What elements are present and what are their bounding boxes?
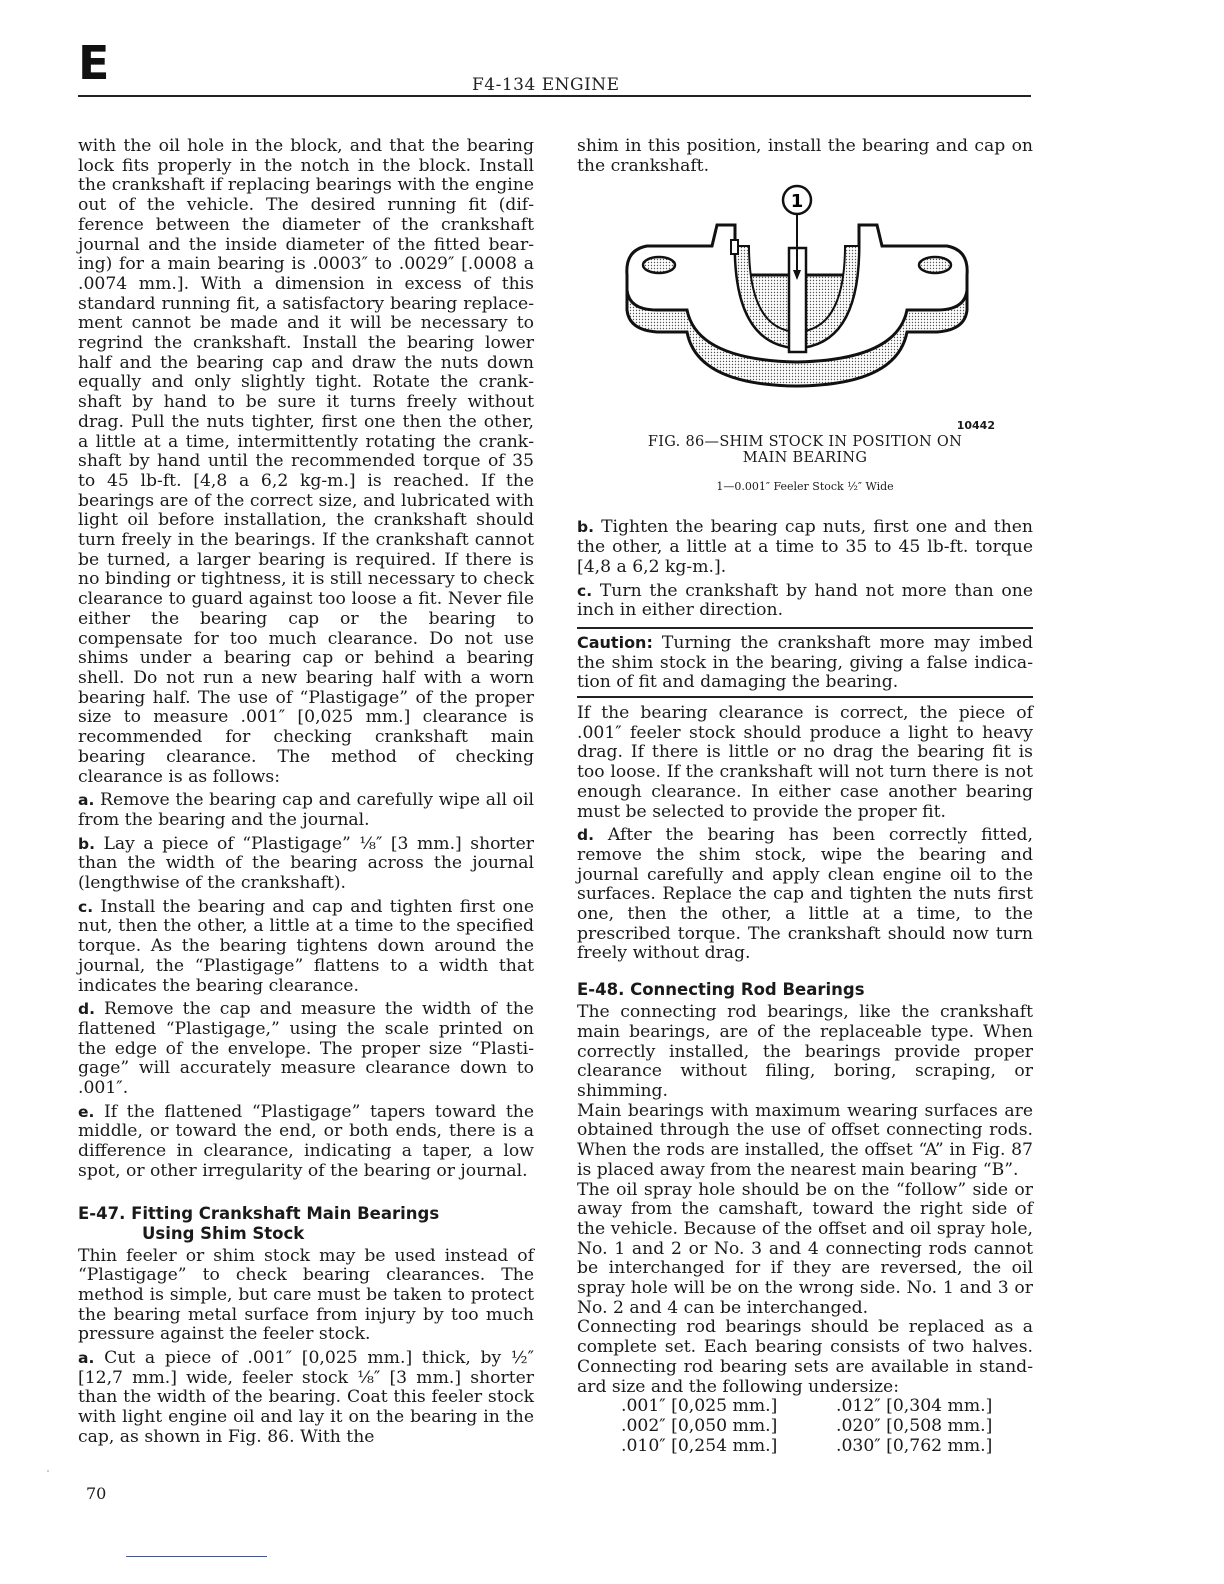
left-column: [78, 137, 534, 1452]
running-title: F4-134 ENGINE: [472, 75, 620, 95]
page-number: 70: [86, 1484, 107, 1503]
section-title-line2: Using Shim Stock: [142, 1223, 305, 1243]
e48-paragraph-2: Main bearings with maximum wearing surfaces are obtained through the use of offset connecting rods. When the rods are installed, the offset “A” in Fig. 87 is placed away from the nearest main bearing “B”.: [577, 1100, 1033, 1180]
section-number: E-48.: [577, 980, 625, 1000]
e48-paragraph-1: The connecting rod bearings, like the crankshaft main bearings, are of the replaceable type. When correctly installed, the bearings provide proper clearance without filing, boring, scraping, or shimming.: [577, 1002, 1033, 1101]
undersize-value: .002″ [0,050 mm.]: [621, 1415, 778, 1436]
e48-paragraph-4: Connecting rod bearings should be replaced as a complete set. Each bearing consists of two halves. Connecting rod bearing sets are available in standard size and the following undersize:: [577, 1317, 1033, 1397]
step-text: After the bearing has been correctly fitted, remove the shim stock, wipe the bearing and journal carefully and apply clean engine oil to the surfaces. Replace the cap and tighten the nuts first one, then the other, a little at a time, to the prescribed torque. The crankshaft should now turn freely without drag.: [577, 825, 1033, 964]
step-letter: c.: [78, 897, 94, 916]
undersize-value: .020″ [0,508 mm.]: [836, 1415, 993, 1436]
figure-86: [577, 180, 1033, 498]
step-c-shim: [577, 582, 1033, 621]
figure-id: 10442: [956, 419, 995, 433]
step-d: [78, 1000, 534, 1099]
undersize-value: .030″ [0,762 mm.]: [836, 1435, 993, 1456]
step-text: Lay a piece of “Plastigage” ⅛″ [3 mm.] shorter than the width of the bearing across the journal (lengthwise of the crankshaft).: [78, 833, 534, 894]
figure-legend: 1—0.001″ Feeler Stock ½″ Wide: [716, 480, 894, 494]
e47-intro: Thin feeler or shim stock may be used instead of “Plastigage” to check bearing clearances. The method is simple, but care must be taken to protect the bearing metal surface from injury by too much pressure against the feeler stock.: [78, 1245, 534, 1345]
step-letter: d.: [78, 1000, 95, 1019]
section-heading-e48: [577, 980, 1033, 1000]
intro-paragraph: with the oil hole in the block, and that the bearing lock fits properly in the notch in the block. Install the crankshaft if replacing bearings with the engine out of the vehicle. The desired running fit (difference between the diameter of the crankshaft journal and the inside diameter of the fitted bearing) for a main bearing is .0003″ to .0029″ [.0008 a .0074 mm.]. With a dimension in excess of this standard running fit, a satisfactory bearing replacement cannot be made and it will be necessary to regrind the crankshaft. Install the bearing lower half and the bearing cap and draw the nuts down equally and only slightly tight. Rotate the crankshaft by hand to be sure it turns freely without drag. Pull the nuts tighter, first one then the other, a little at a time, intermittently rotating the crankshaft by hand until the recommended torque of 35 to 45 lb-ft. [4,8 a 6,2 kg-m.] is reached. If the bearings are of the correct size, and lubricated with light oil before installation, the crankshaft should turn freely in the bearings. If the crankshaft cannot be turned, a larger bearing is required. If there is no binding or tightness, it is still necessary to check clearance to guard against too loose a fit. Never file either the bearing cap or the bearing to compensate for too much clearance. Do not use shims under a bearing cap or behind a bearing shell. Do not run a new bearing half with a worn bearing half. The use of “Plastigage” of the proper size to measure .001″ [0,025 mm.] clearance is recommended for checking crankshaft main bearing clearance. The method of checking clearance is as follows:: [78, 136, 534, 787]
figure-caption: [577, 434, 1033, 466]
header-rule: [78, 95, 1031, 97]
e47-step-a: [78, 1349, 534, 1448]
section-title: Connecting Rod Bearings: [630, 980, 865, 1000]
step-letter: d.: [577, 826, 594, 845]
scan-speck: [47, 1470, 49, 1472]
undersize-value: .010″ [0,254 mm.]: [621, 1435, 778, 1456]
figure-callout: 1: [790, 191, 804, 213]
undersize-table: [621, 1397, 1033, 1456]
step-e: [78, 1103, 534, 1182]
footer-rule: [126, 1556, 267, 1557]
section-title-line1: Fitting Crankshaft Main Bearings: [131, 1203, 440, 1223]
step-d-shim: [577, 826, 1033, 964]
caution-label: Caution:: [577, 632, 653, 652]
step-text: If the flattened “Plastigage” tapers toward the middle, or toward the end, or both ends, there is a difference in clearance, indicating a taper, a low spot, or other irregularity of the bearing or journal.: [78, 1101, 534, 1181]
step-c: [78, 898, 534, 997]
section-letter: E: [78, 36, 110, 90]
undersize-value: .012″ [0,304 mm.]: [836, 1396, 993, 1417]
step-letter: b.: [577, 518, 594, 537]
step-letter: a.: [78, 791, 95, 810]
step-letter: c.: [577, 581, 593, 600]
step-letter: a.: [78, 1349, 95, 1368]
clearance-paragraph: If the bearing clearance is correct, the piece of .001″ feeler stock should produce a light to heavy drag. If there is little or no drag the bearing fit is too loose. If the crankshaft will not turn there is not enough clearance. In either case another bearing must be selected to provide the proper fit.: [577, 703, 1033, 822]
undersize-value: .001″ [0,025 mm.]: [621, 1396, 778, 1417]
bearing-cap-illustration: [617, 180, 977, 420]
step-b-shim: [577, 518, 1033, 577]
step-text: Turn the crankshaft by hand not more than one inch in either direction.: [577, 580, 1034, 621]
continuation-paragraph: shim in this position, install the bearing and cap on the crankshaft.: [577, 136, 1033, 176]
caution-box: [577, 627, 1033, 698]
section-heading-e47: [78, 1204, 534, 1244]
caption-line2: MAIN BEARING: [742, 450, 868, 467]
step-letter: b.: [78, 834, 95, 853]
step-text: Tighten the bearing cap nuts, first one and then the other, a little at a time to 35 to 45 lb-ft. torque [4,8 a 6,2 kg-m.].: [577, 517, 1034, 577]
caption-line1: FIG. 86—SHIM STOCK IN POSITION ON: [647, 434, 963, 451]
step-a: [78, 791, 534, 830]
step-text: Cut a piece of .001″ [0,025 mm.] thick, by ½″ [12,7 mm.] wide, feeler stock ⅛″ [3 mm.] shorter than the width of the bearing. Coat this feeler stock with light engine oil and lay it on the bearing in the cap, as shown in Fig. 86. With the: [78, 1348, 534, 1447]
right-column: [577, 137, 1033, 1456]
e48-paragraph-3: The oil spray hole should be on the “follow” side or away from the camshaft, toward the right side of the vehicle. Because of the offset and oil spray hole, No. 1 and 2 or No. 3 and 4 connecting rods cannot be interchanged for if they are reversed, the oil spray hole will be on the wrong side. No. 1 and 3 or No. 2 and 4 can be interchanged.: [577, 1179, 1033, 1318]
step-text: Install the bearing and cap and tighten first one nut, then the other, a little at a time to the specified torque. As the bearing tightens down around the journal, the “Plastigage” flattens to a width that indicates the bearing clearance.: [78, 896, 534, 996]
step-text: Remove the cap and measure the width of the flattened “Plastigage,” using the scale printed on the edge of the envelope. The proper size “Plastigage” will accurately measure clearance down to .001″.: [78, 999, 534, 1099]
section-number: E-47.: [78, 1203, 126, 1223]
step-text: Remove the bearing cap and carefully wipe all oil from the bearing and the journal.: [78, 790, 534, 830]
caution-text: Turning the crankshaft more may imbed the shim stock in the bearing, giving a false indication of fit and damaging the bearing.: [577, 632, 1033, 693]
step-letter: e.: [78, 1102, 95, 1121]
step-b: [78, 835, 534, 894]
